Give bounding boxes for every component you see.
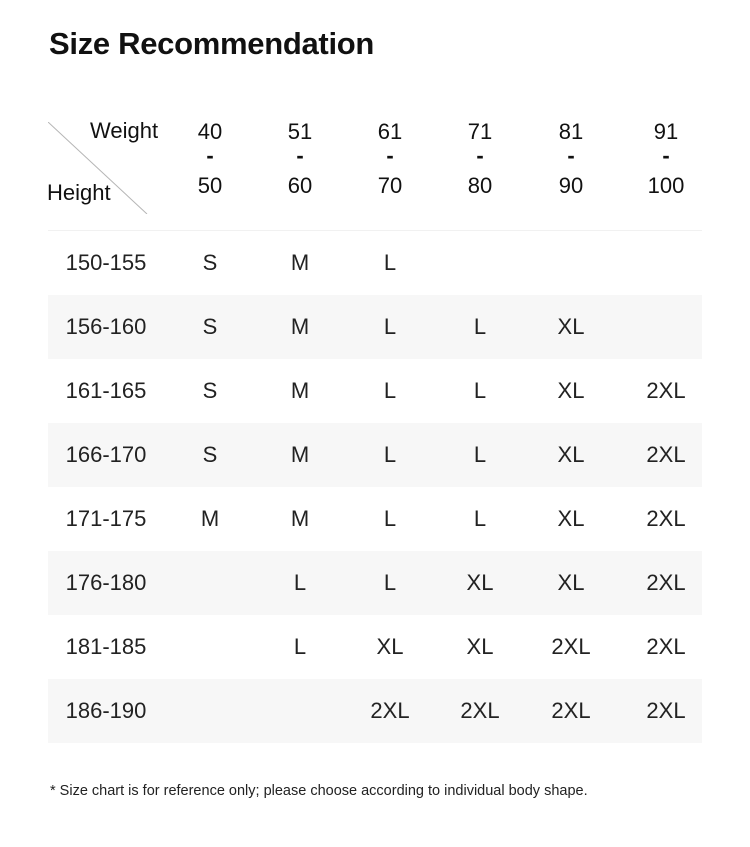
size-cell xyxy=(526,231,616,295)
size-cell: XL xyxy=(466,634,494,659)
size-table xyxy=(48,112,702,743)
size-cell: XL xyxy=(557,378,585,403)
weight-range-61-70: 61 - 70 xyxy=(377,119,403,198)
size-cell xyxy=(165,615,255,679)
size-cell: S xyxy=(202,378,218,403)
size-cell: 2XL xyxy=(646,698,686,723)
size-cell: 2XL xyxy=(646,570,686,595)
size-cell: L xyxy=(383,570,397,595)
height-range-cell: 186-190 xyxy=(65,698,147,723)
size-cell: 2XL xyxy=(646,634,686,659)
size-cell: L xyxy=(473,506,487,531)
size-cell xyxy=(621,231,711,295)
size-cell: 2XL xyxy=(646,506,686,531)
table-row xyxy=(48,423,702,487)
size-cell xyxy=(255,679,345,743)
weight-range-51-60: 51 - 60 xyxy=(287,119,313,198)
table-row xyxy=(48,487,702,551)
size-cell xyxy=(435,231,525,295)
table-row xyxy=(48,551,702,615)
size-cell: L xyxy=(293,634,307,659)
size-cell: S xyxy=(202,250,218,275)
size-cell: XL xyxy=(557,570,585,595)
size-cell: XL xyxy=(466,570,494,595)
size-cell: 2XL xyxy=(551,634,591,659)
size-cell: M xyxy=(290,250,310,275)
page-title: Size Recommendation xyxy=(49,26,375,61)
size-cell xyxy=(621,295,711,359)
table-row xyxy=(48,679,702,743)
table-body xyxy=(48,231,702,743)
size-cell: 2XL xyxy=(551,698,591,723)
size-cell: XL xyxy=(557,442,585,467)
table-header xyxy=(48,112,702,231)
size-cell: XL xyxy=(557,314,585,339)
size-cell: M xyxy=(290,442,310,467)
height-range-cell: 166-170 xyxy=(65,442,147,467)
size-cell: L xyxy=(383,314,397,339)
size-cell: M xyxy=(290,506,310,531)
size-cell: L xyxy=(383,250,397,275)
size-cell: 2XL xyxy=(370,698,410,723)
weight-range-91-100: 91 - 100 xyxy=(647,119,685,198)
size-cell: 2XL xyxy=(460,698,500,723)
size-cell: 2XL xyxy=(646,378,686,403)
height-range-cell: 161-165 xyxy=(65,378,147,403)
reference-note: * Size chart is for reference only; please choose according to individual body shape. xyxy=(50,783,588,799)
table-row xyxy=(48,231,702,295)
size-cell: S xyxy=(202,442,218,467)
size-cell: L xyxy=(473,442,487,467)
height-range-cell: 176-180 xyxy=(65,570,147,595)
size-cell: L xyxy=(473,314,487,339)
size-cell: L xyxy=(473,378,487,403)
size-cell: L xyxy=(293,570,307,595)
size-cell: 2XL xyxy=(646,442,686,467)
height-range-cell: 181-185 xyxy=(65,634,147,659)
size-cell: M xyxy=(200,506,220,531)
size-cell: M xyxy=(290,314,310,339)
height-axis-label: Height xyxy=(47,180,111,205)
size-cell: XL xyxy=(376,634,404,659)
size-cell: L xyxy=(383,378,397,403)
height-range-cell: 150-155 xyxy=(65,250,147,275)
table-row xyxy=(48,359,702,423)
table-row xyxy=(48,615,702,679)
weight-range-71-80: 71 - 80 xyxy=(467,119,493,198)
weight-range-40-50: 40 - 50 xyxy=(197,119,223,198)
size-cell: XL xyxy=(557,506,585,531)
height-range-cell: 171-175 xyxy=(65,506,147,531)
height-range-cell: 156-160 xyxy=(65,314,147,339)
weight-range-81-90: 81 - 90 xyxy=(558,119,584,198)
size-cell xyxy=(165,679,255,743)
size-cell: M xyxy=(290,378,310,403)
size-cell: L xyxy=(383,442,397,467)
size-cell: S xyxy=(202,314,218,339)
weight-axis-label: Weight xyxy=(90,118,159,143)
size-cell xyxy=(165,551,255,615)
table-row xyxy=(48,295,702,359)
size-cell: L xyxy=(383,506,397,531)
